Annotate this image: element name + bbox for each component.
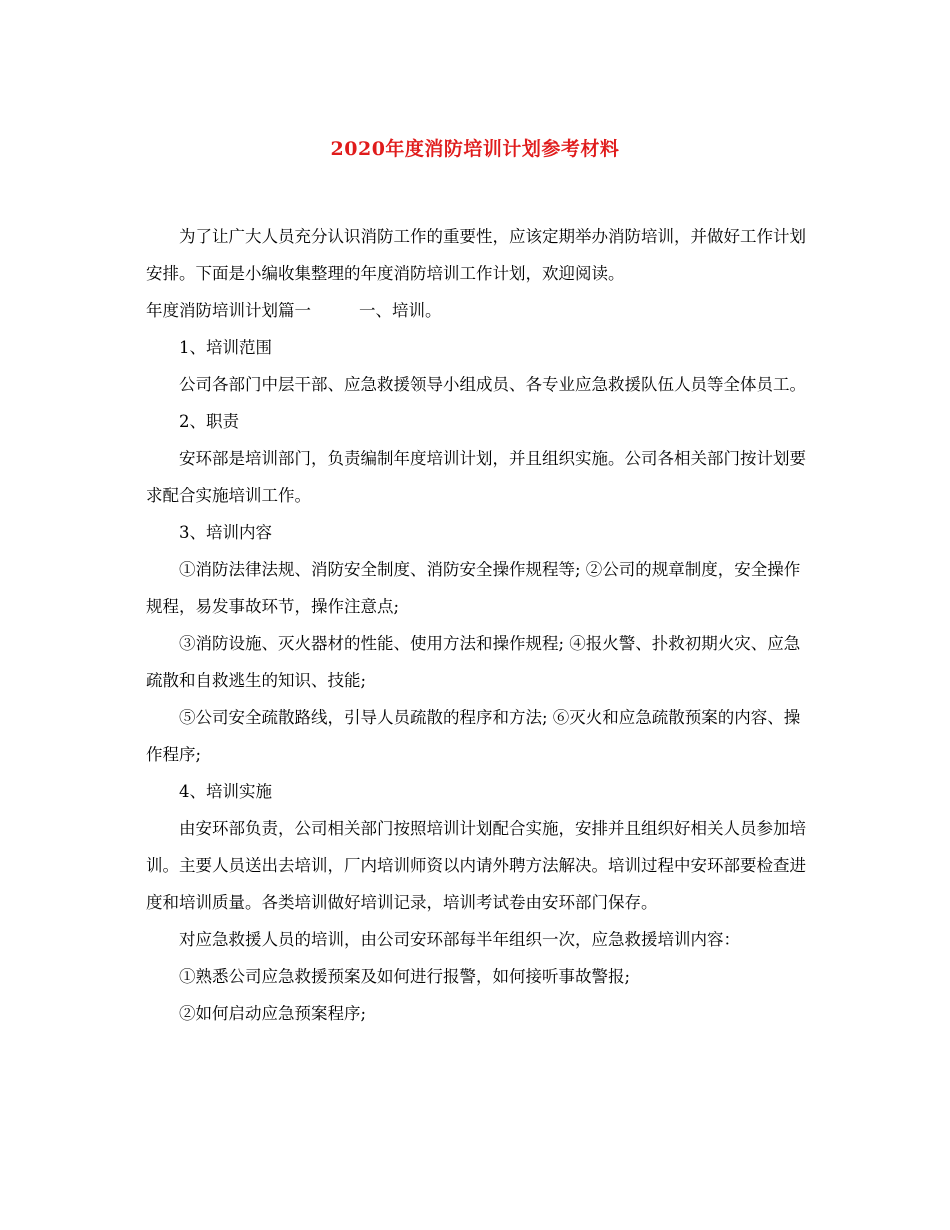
heading-training-implementation: 4、培训实施 [179, 782, 272, 801]
section-heading-right: 一、培训。 [359, 301, 442, 320]
document-title: 2020年度消防培训计划参考材料 [330, 138, 620, 160]
emergency-item-1: ①熟悉公司应急救援预案及如何进行报警，如何接听事故警报; [179, 967, 631, 986]
document-body [146, 218, 808, 1032]
paragraph-training-implementation: 由安环部负责，公司相关部门按照培训计划配合实施，安排并且组织好相关人员参加培训。主要人员送出去培训，厂内培训师资以内请外聘方法解决。培训过程中安环部要检查进度和培训质量。各类培训做好培训记录，培训考试卷由安环部门保存。 [146, 819, 806, 912]
heading-duties: 2、职责 [179, 412, 239, 431]
intro-paragraph: 为了让广大人员充分认识消防工作的重要性，应该定期举办消防培训，并做好工作计划安排。下面是小编收集整理的年度消防培训工作计划，欢迎阅读。 [146, 227, 806, 283]
paragraph-emergency-training: 对应急救援人员的培训，由公司安环部每半年组织一次，应急救援培训内容： [179, 930, 740, 949]
heading-training-scope: 1、培训范围 [179, 338, 272, 357]
emergency-item-2: ②如何启动应急预案程序; [179, 1004, 367, 1023]
content-item-5-6: ⑤公司安全疏散路线，引导人员疏散的程序和方法; ⑥灭火和应急疏散预案的内容、操作程序; [146, 708, 801, 764]
section-heading [146, 292, 808, 329]
content-item-1-2: ①消防法律法规、消防安全制度、消防安全操作规程等; ②公司的规章制度，安全操作规程，易发事故环节，操作注意点; [146, 560, 801, 616]
section-heading-left: 年度消防培训计划篇一 [146, 301, 311, 320]
paragraph-duties: 安环部是培训部门，负责编制年度培训计划，并且组织实施。公司各相关部门按计划要求配合实施培训工作。 [146, 449, 806, 505]
heading-training-content: 3、培训内容 [179, 523, 272, 542]
paragraph-training-scope: 公司各部门中层干部、应急救援领导小组成员、各专业应急救援队伍人员等全体员工。 [179, 375, 806, 394]
content-item-3-4: ③消防设施、灭火器材的性能、使用方法和操作规程; ④报火警、扑救初期火灾、应急疏散和自救逃生的知识、技能; [146, 634, 801, 690]
